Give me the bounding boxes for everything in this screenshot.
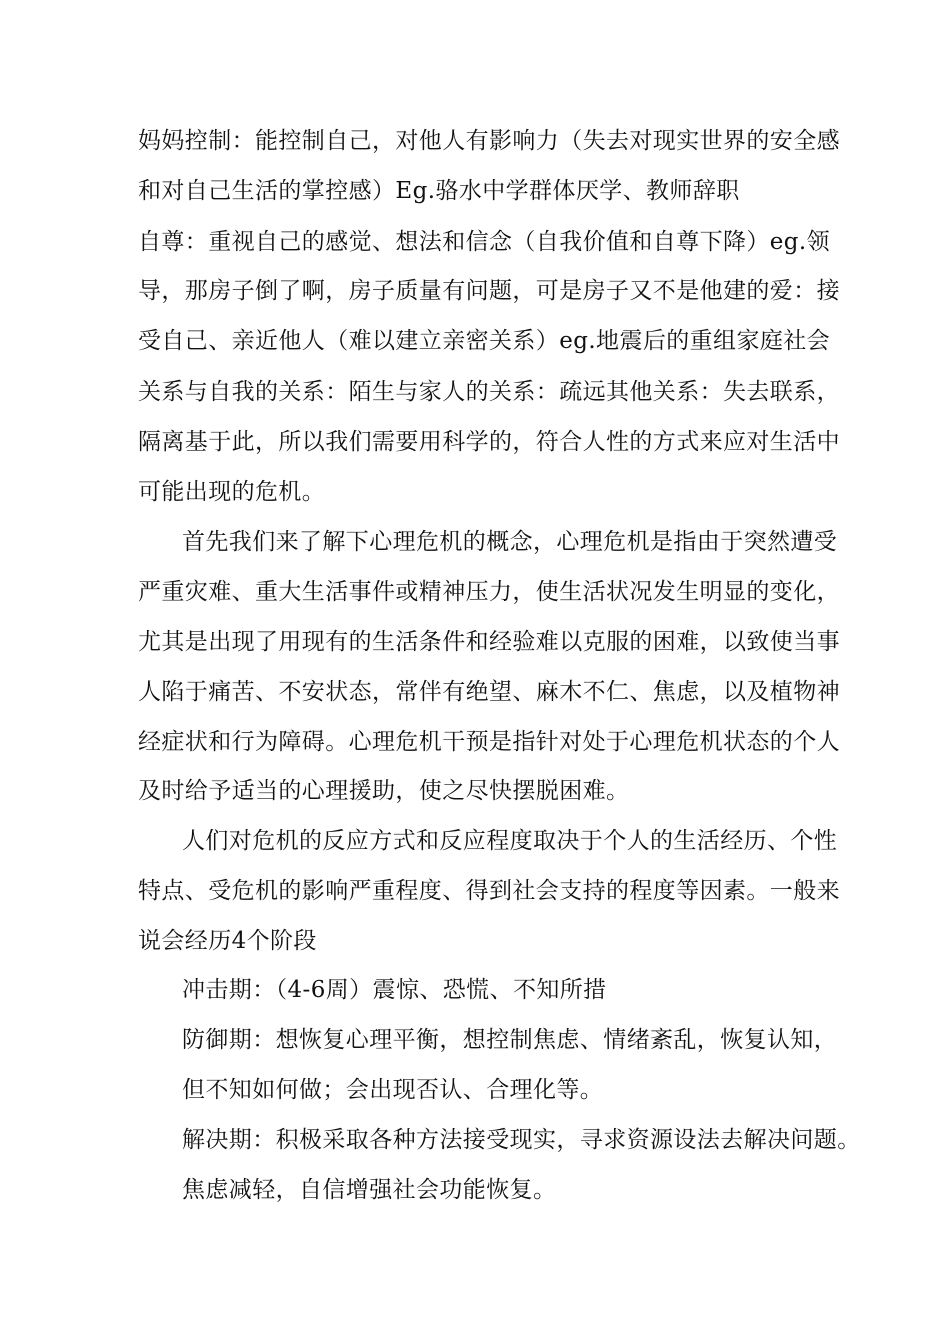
- text-line: 关系与自我的关系：陌生与家人的关系：疏远其他关系：失去联系，: [138, 379, 840, 405]
- text-line: 首先我们来了解下心理危机的概念，心理危机是指由于突然遭受: [182, 529, 838, 555]
- text-line: 解决期：积极采取各种方法接受现实，寻求资源设法去解决问题。: [182, 1127, 861, 1153]
- text-line: 自尊：重视自己的感觉、想法和信念（自我价值和自尊下降）eg.领: [138, 229, 831, 255]
- text-line: 特点、受危机的影响严重程度、得到社会支持的程度等因素。一般来: [138, 878, 840, 904]
- text-line: 受自己、亲近他人（难以建立亲密关系）eg.地震后的重组家庭社会: [138, 328, 831, 354]
- text-line: 妈妈控制：能控制自己，对他人有影响力（失去对现实世界的安全感: [138, 128, 840, 154]
- text-line: 防御期：想恢复心理平衡，想控制焦虑、情绪紊乱，恢复认知，: [182, 1027, 838, 1053]
- text-line: 尤其是出现了用现有的生活条件和经验难以克服的困难，以致使当事: [138, 629, 840, 655]
- text-line: 冲击期：（4-6周）震惊、恐慌、不知所措: [182, 977, 607, 1003]
- text-line: 人陷于痛苦、不安状态，常伴有绝望、麻木不仁、焦虑，以及植物神: [138, 679, 840, 705]
- text-line: 人们对危机的反应方式和反应程度取决于个人的生活经历、个性: [182, 828, 838, 854]
- text-line: 焦虑减轻，自信增强社会功能恢复。: [182, 1177, 557, 1203]
- text-line: 经症状和行为障碍。心理危机干预是指针对处于心理危机状态的个人: [138, 729, 840, 755]
- text-line: 严重灾难、重大生活事件或精神压力，使生活状况发生明显的变化，: [138, 579, 840, 605]
- text-line: 可能出现的危机。: [138, 479, 326, 505]
- text-line: 隔离基于此，所以我们需要用科学的，符合人性的方式来应对生活中: [138, 429, 840, 455]
- text-line: 及时给予适当的心理援助，使之尽快摆脱困难。: [138, 778, 630, 804]
- text-line: 导，那房子倒了啊，房子质量有问题，可是房子又不是他建的爱：接: [138, 278, 840, 304]
- text-line: 说会经历4个阶段: [138, 928, 317, 954]
- text-line: 和对自己生活的掌控感）Eg.骆水中学群体厌学、教师辞职: [138, 178, 740, 204]
- text-line: 但不知如何做；会出现否认、合理化等。: [182, 1077, 604, 1103]
